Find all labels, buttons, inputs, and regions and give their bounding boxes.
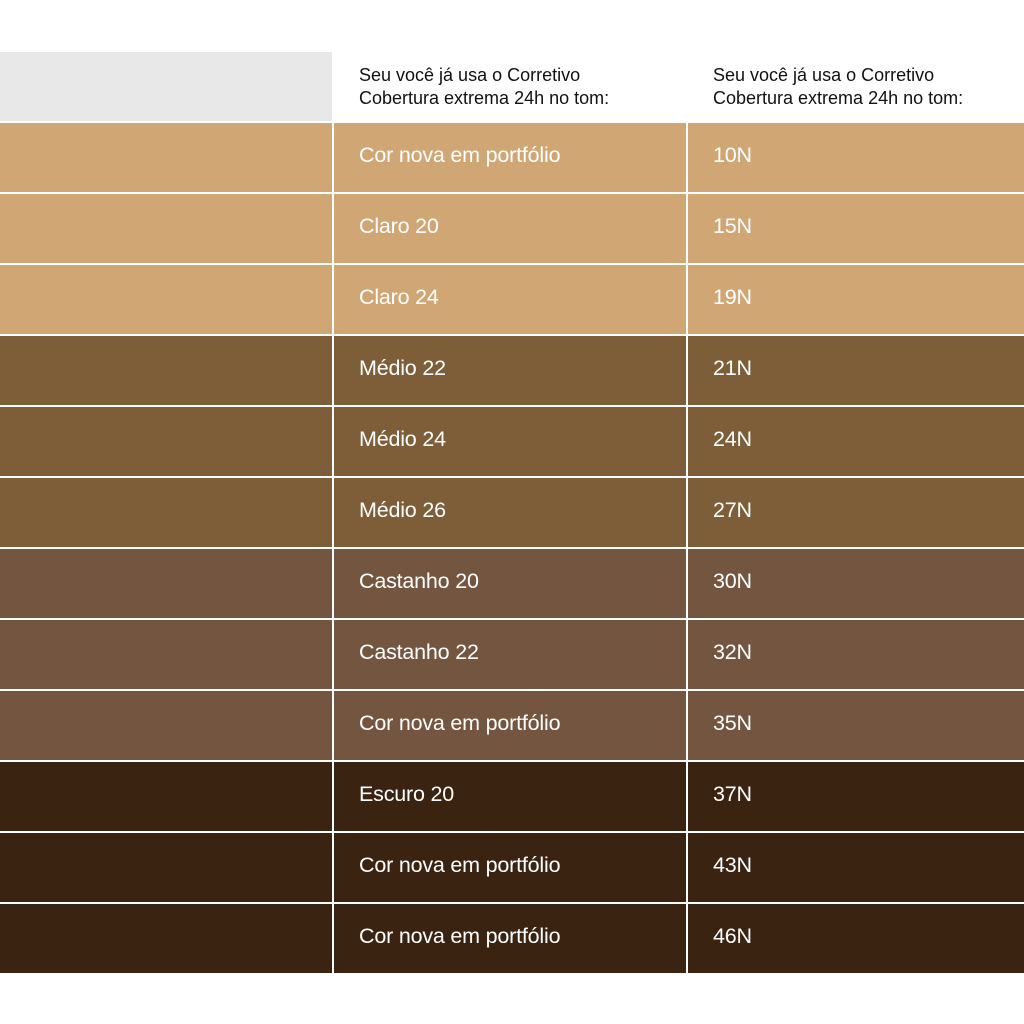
shade-swatch bbox=[0, 549, 332, 618]
table-row bbox=[0, 123, 1024, 194]
shade-swatch bbox=[0, 620, 332, 689]
new-shade-cell: 43N bbox=[686, 833, 1024, 902]
header-current-shade bbox=[332, 52, 686, 121]
new-shade-cell: 21N bbox=[686, 336, 1024, 405]
current-shade-cell: Cor nova em portfólio bbox=[332, 833, 686, 902]
current-shade-cell: Cor nova em portfólio bbox=[332, 123, 686, 192]
header-new-shade bbox=[686, 52, 1024, 121]
current-shade-cell: Castanho 22 bbox=[332, 620, 686, 689]
table-row bbox=[0, 762, 1024, 833]
table-header-row bbox=[0, 52, 1024, 123]
new-shade-cell: 30N bbox=[686, 549, 1024, 618]
shade-swatch bbox=[0, 833, 332, 902]
current-shade-cell: Cor nova em portfólio bbox=[332, 691, 686, 760]
shade-swatch bbox=[0, 194, 332, 263]
header-current-shade-text: Seu você já usa o Corretivo Cobertura extrema 24h no tom: bbox=[359, 64, 610, 108]
new-shade-cell: 27N bbox=[686, 478, 1024, 547]
new-shade-cell: 37N bbox=[686, 762, 1024, 831]
shade-swatch bbox=[0, 762, 332, 831]
current-shade-cell: Médio 26 bbox=[332, 478, 686, 547]
current-shade-cell: Claro 24 bbox=[332, 265, 686, 334]
header-new-shade-text: Seu você já usa o Corretivo Cobertura extrema 24h no tom: bbox=[713, 64, 964, 108]
table-row bbox=[0, 478, 1024, 549]
table-row bbox=[0, 265, 1024, 336]
new-shade-cell: 32N bbox=[686, 620, 1024, 689]
shade-swatch bbox=[0, 336, 332, 405]
table-row bbox=[0, 691, 1024, 762]
shade-swatch bbox=[0, 265, 332, 334]
current-shade-cell: Castanho 20 bbox=[332, 549, 686, 618]
table-row bbox=[0, 336, 1024, 407]
new-shade-cell: 15N bbox=[686, 194, 1024, 263]
new-shade-cell: 24N bbox=[686, 407, 1024, 476]
new-shade-cell: 46N bbox=[686, 904, 1024, 973]
table-row bbox=[0, 549, 1024, 620]
table-row bbox=[0, 904, 1024, 975]
shade-swatch bbox=[0, 407, 332, 476]
current-shade-cell: Médio 22 bbox=[332, 336, 686, 405]
table-row bbox=[0, 407, 1024, 478]
table-row bbox=[0, 833, 1024, 904]
table-row bbox=[0, 194, 1024, 265]
header-swatch-cell bbox=[0, 52, 332, 121]
table-body bbox=[0, 123, 1024, 975]
current-shade-cell: Escuro 20 bbox=[332, 762, 686, 831]
current-shade-cell: Claro 20 bbox=[332, 194, 686, 263]
table-row bbox=[0, 620, 1024, 691]
shade-conversion-table bbox=[0, 52, 1024, 975]
current-shade-cell: Cor nova em portfólio bbox=[332, 904, 686, 973]
current-shade-cell: Médio 24 bbox=[332, 407, 686, 476]
new-shade-cell: 19N bbox=[686, 265, 1024, 334]
new-shade-cell: 35N bbox=[686, 691, 1024, 760]
shade-swatch bbox=[0, 904, 332, 973]
new-shade-cell: 10N bbox=[686, 123, 1024, 192]
shade-swatch bbox=[0, 478, 332, 547]
shade-swatch bbox=[0, 123, 332, 192]
shade-swatch bbox=[0, 691, 332, 760]
